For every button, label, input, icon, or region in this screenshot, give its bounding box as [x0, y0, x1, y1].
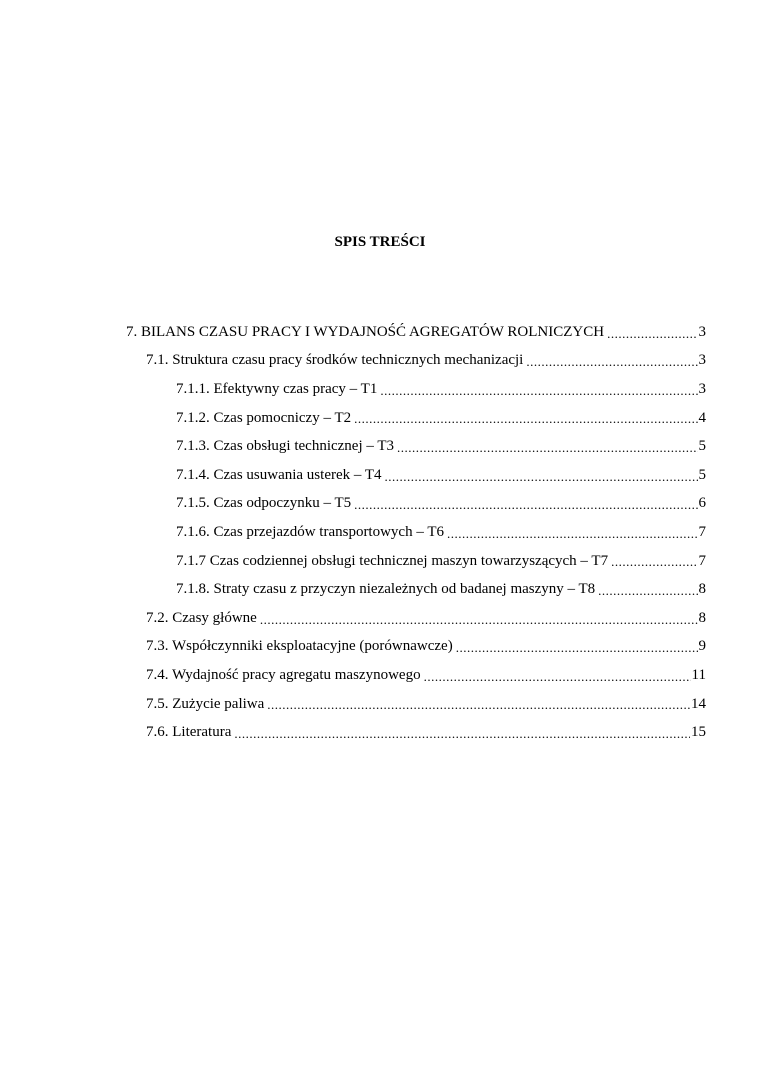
toc-page-number: 8: [698, 609, 706, 626]
toc-page-number: 7: [698, 552, 706, 569]
toc-dot-leader: [598, 583, 697, 598]
toc-entry-label: 7. BILANS CZASU PRACY I WYDAJNOŚĆ AGREGATÓW ROLNICZYCH: [126, 323, 605, 340]
toc-entry[interactable]: [0, 604, 706, 633]
toc-dot-leader: [385, 469, 698, 484]
toc-entry[interactable]: [0, 490, 706, 519]
toc-entry[interactable]: [0, 461, 706, 490]
toc-entry-label: 7.2. Czasy główne: [146, 609, 257, 626]
page-title: SPIS TREŚCI: [334, 234, 426, 250]
toc-entry[interactable]: [0, 547, 706, 576]
table-of-contents: [0, 318, 760, 747]
toc-entry[interactable]: [0, 575, 706, 604]
toc-entry-label: 7.1.4. Czas usuwania usterek – T4: [176, 466, 382, 483]
toc-entry-label: 7.1.1. Efektywny czas pracy – T1: [176, 380, 378, 397]
toc-page-number: 7: [698, 523, 706, 540]
toc-entry-label: 7.1. Struktura czasu pracy środków technicznych mechanizacji: [146, 352, 524, 369]
toc-page-number: 4: [698, 409, 706, 426]
toc-entry-label: 7.6. Literatura: [146, 724, 232, 741]
toc-page-number: 14: [691, 695, 706, 712]
toc-entry[interactable]: [0, 347, 706, 376]
toc-entry[interactable]: [0, 518, 706, 547]
toc-page-number: 5: [698, 466, 706, 483]
toc-entry[interactable]: [0, 375, 706, 404]
toc-dot-leader: [456, 640, 698, 655]
toc-entry[interactable]: [0, 404, 706, 433]
toc-entry-label: 7.3. Współczynniki eksploatacyjne (porównawcze): [146, 638, 453, 655]
toc-dot-leader: [234, 726, 690, 741]
toc-page-number: 3: [698, 323, 706, 340]
toc-entry-label: 7.1.5. Czas odpoczynku – T5: [176, 495, 352, 512]
toc-entry[interactable]: [0, 318, 706, 347]
toc-entry-label: 7.5. Zużycie paliwa: [146, 695, 265, 712]
toc-page-number: 3: [698, 380, 706, 397]
toc-page-number: 6: [698, 495, 706, 512]
toc-page-number: 15: [691, 724, 706, 741]
toc-dot-leader: [424, 669, 691, 684]
toc-dot-leader: [354, 497, 697, 512]
toc-dot-leader: [354, 411, 697, 426]
toc-dot-leader: [526, 354, 697, 369]
toc-entry-label: 7.1.8. Straty czasu z przyczyn niezależnych od badanej maszyny – T8: [176, 581, 596, 598]
toc-dot-leader: [267, 697, 690, 712]
toc-dot-leader: [611, 554, 697, 569]
toc-entry-label: 7.4. Wydajność pracy agregatu maszynowego: [146, 666, 421, 683]
toc-page-number: 3: [698, 352, 706, 369]
toc-entry-label: 7.1.2. Czas pomocniczy – T2: [176, 409, 352, 426]
toc-dot-leader: [447, 526, 698, 541]
toc-page-number: 8: [698, 581, 706, 598]
toc-entry[interactable]: [0, 718, 706, 747]
toc-entry-label: 7.1.3. Czas obsługi technicznej – T3: [176, 438, 395, 455]
toc-entry-label: 7.1.6. Czas przejazdów transportowych – T6: [176, 523, 444, 540]
toc-entry[interactable]: [0, 633, 706, 662]
toc-dot-leader: [380, 383, 697, 398]
toc-entry[interactable]: [0, 432, 706, 461]
toc-page-number: 11: [691, 666, 706, 683]
toc-dot-leader: [607, 326, 697, 341]
toc-dot-leader: [260, 612, 698, 627]
toc-entry[interactable]: [0, 661, 706, 690]
toc-entry-label: 7.1.7 Czas codziennej obsługi technicznej maszyn towarzyszących – T7: [176, 552, 609, 569]
toc-dot-leader: [397, 440, 697, 455]
toc-entry[interactable]: [0, 690, 706, 719]
toc-page-number: 9: [698, 638, 706, 655]
toc-page-number: 5: [698, 438, 706, 455]
